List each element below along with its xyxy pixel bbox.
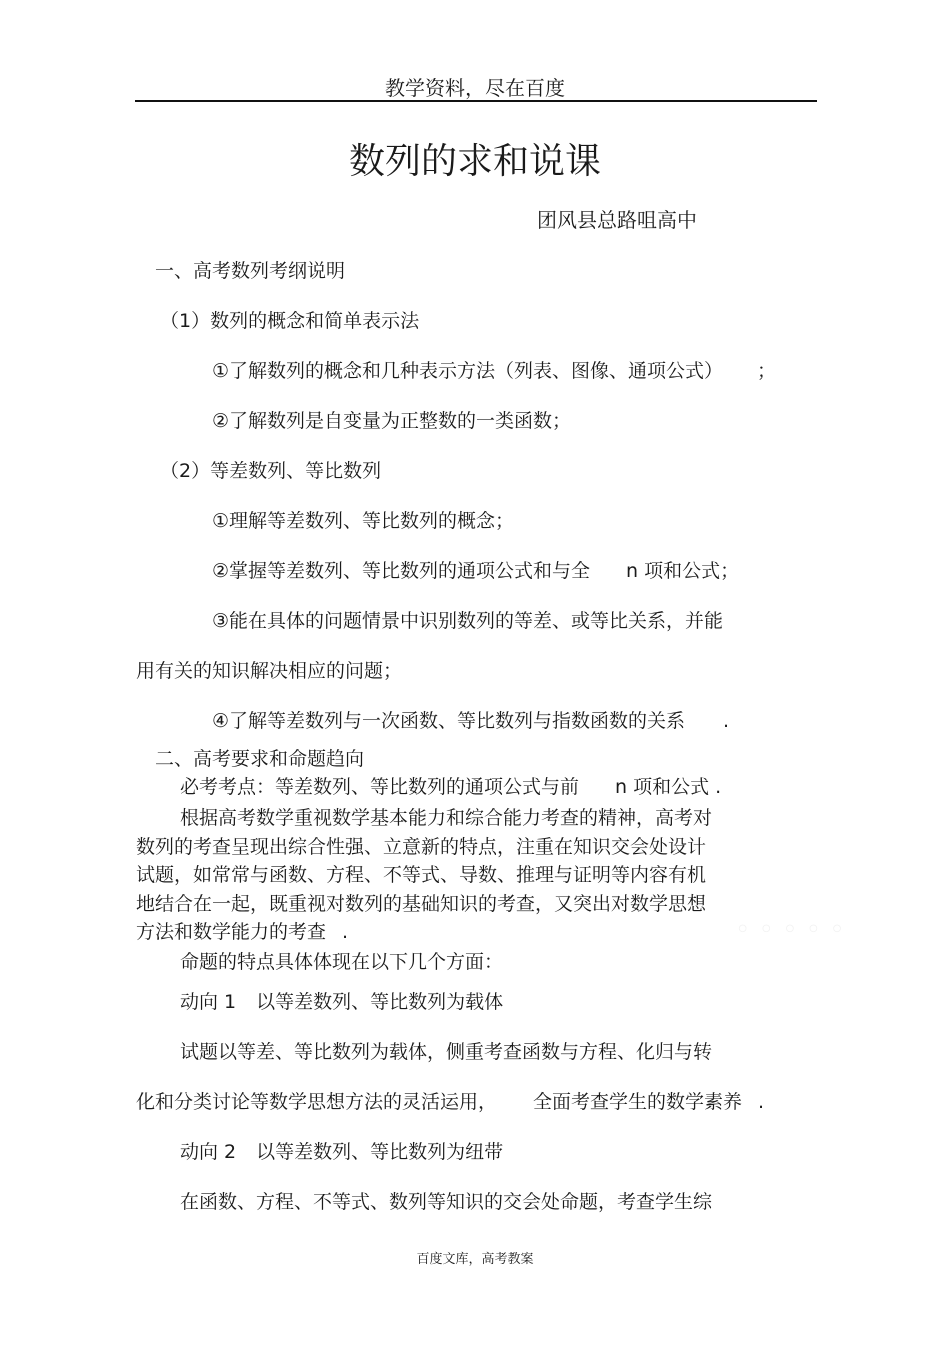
sub1-item1 bbox=[212, 356, 776, 383]
sub2-item4-end: . bbox=[723, 710, 730, 732]
sub2-item3-cont: 用有关的知识解决相应的问题； bbox=[136, 660, 403, 682]
school-name: 团风县总路咀高中 bbox=[537, 208, 697, 232]
page-header: 教学资料，尽在百度 bbox=[385, 76, 565, 100]
trend1-line2 bbox=[136, 1087, 764, 1114]
section1-heading: 一、高考数列考纲说明 bbox=[155, 260, 346, 282]
watermark-logo: ◦ ◦ ◦ ◦ ◦ bbox=[735, 915, 845, 945]
trend1-title: 以等差数列、等比数列为载体 bbox=[256, 991, 504, 1013]
must-test-n: n 项和公式 . bbox=[615, 776, 722, 798]
sub2-item4 bbox=[212, 706, 729, 733]
sub1-item2: ②了解数列是自变量为正整数的一类函数； bbox=[212, 410, 572, 432]
features-intro: 命题的特点具体体现在以下几个方面： bbox=[180, 951, 504, 973]
trend1-line2-b: 全面考查学生的数学素养 bbox=[533, 1091, 743, 1113]
sub2-item2 bbox=[212, 556, 739, 583]
sub2-item4-text: ④了解等差数列与一次函数、等比数列与指数函数的关系 bbox=[212, 710, 686, 732]
section2-heading: 二、高考要求和命题趋向 bbox=[155, 748, 365, 770]
para-line-3: 试题，如常常与函数、方程、不等式、导数、推理与证明等内容有机 bbox=[136, 864, 707, 886]
sub2-item1: ①理解等差数列、等比数列的概念； bbox=[212, 510, 515, 532]
page-footer: 百度文库，高考教案 bbox=[416, 1252, 534, 1267]
trend2-line1: 在函数、方程、不等式、数列等知识的交会处命题，考查学生综 bbox=[180, 1191, 713, 1213]
trend1-heading bbox=[180, 987, 503, 1014]
sub2-item2-n: n 项和公式； bbox=[626, 560, 740, 582]
trend2-heading bbox=[180, 1137, 503, 1164]
para-end: . bbox=[342, 921, 349, 943]
trend1-line1: 试题以等差、等比数列为载体，侧重考查函数与方程、化归与转 bbox=[180, 1041, 713, 1063]
para-line-1: 根据高考数学重视数学基本能力和综合能力考查的精神，高考对 bbox=[180, 807, 713, 829]
header-rule bbox=[135, 100, 817, 102]
sub2-item2-text: ②掌握等差数列、等比数列的通项公式和与全 bbox=[212, 560, 591, 582]
para-line-4: 地结合在一起，既重视对数列的基础知识的考查，又突出对数学思想 bbox=[136, 893, 707, 915]
trend1-line2-a: 化和分类讨论等数学思想方法的灵活运用， bbox=[136, 1091, 498, 1113]
sub1-item1-end: ； bbox=[757, 360, 777, 382]
sub1-label: （1）数列的概念和简单表示法 bbox=[160, 310, 420, 332]
must-test-point bbox=[180, 772, 721, 799]
trend2-title: 以等差数列、等比数列为纽带 bbox=[256, 1141, 504, 1163]
sub2-label: （2）等差数列、等比数列 bbox=[160, 460, 382, 482]
para-line-5-text: 方法和数学能力的考查 bbox=[136, 921, 327, 943]
trend1-label: 动向 1 bbox=[180, 991, 237, 1013]
para-line-2: 数列的考查呈现出综合性强、立意新的特点，注重在知识交会处设计 bbox=[136, 836, 707, 858]
sub2-item3: ③能在具体的问题情景中识别数列的等差、或等比关系，并能 bbox=[212, 610, 724, 632]
doc-title: 数列的求和说课 bbox=[348, 141, 601, 182]
sub1-item1-text: ①了解数列的概念和几种表示方法（列表、图像、通项公式） bbox=[212, 360, 724, 382]
para-line-5 bbox=[136, 917, 348, 944]
trend1-line2-end: . bbox=[758, 1091, 765, 1113]
must-test-text: 必考考点：等差数列、等比数列的通项公式与前 bbox=[180, 776, 580, 798]
trend2-label: 动向 2 bbox=[180, 1141, 237, 1163]
